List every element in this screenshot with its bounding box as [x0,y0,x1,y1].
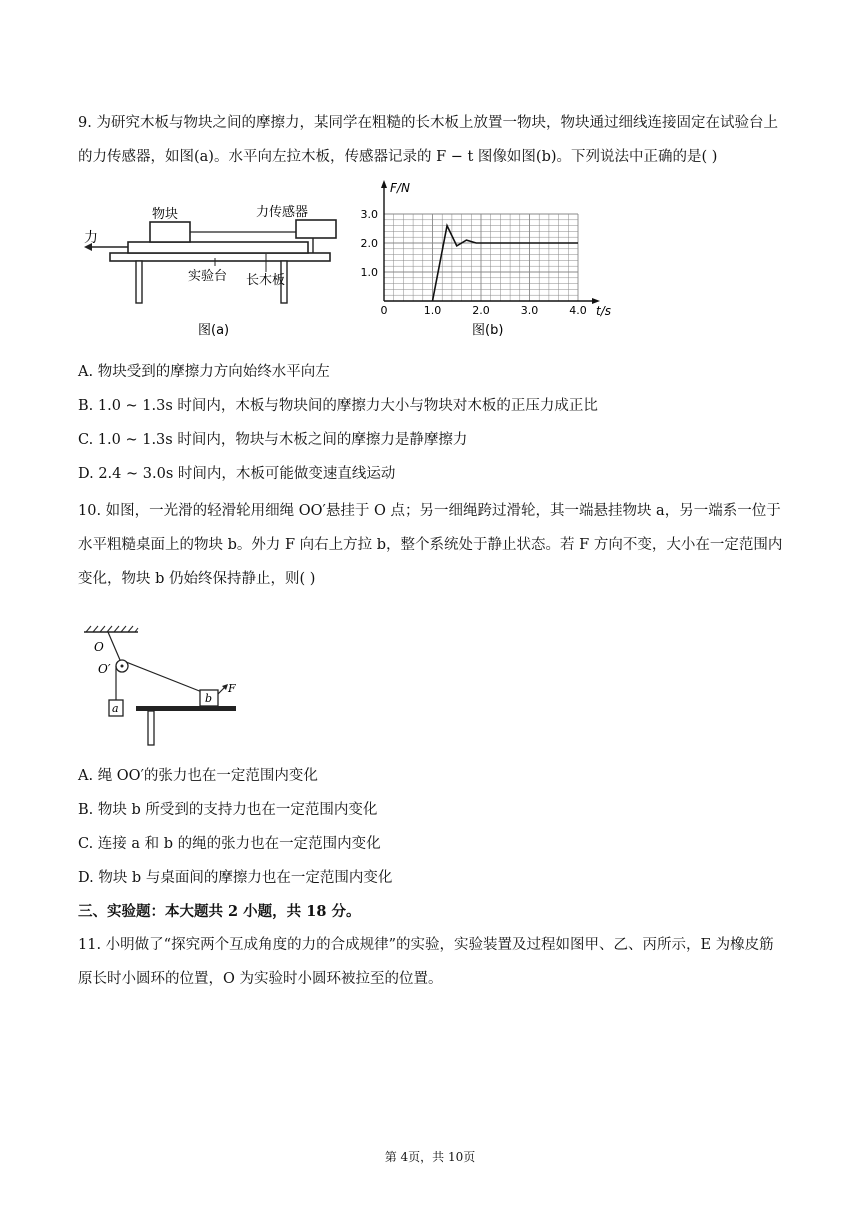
x-axis-label: t/s [596,304,611,318]
label-a: a [112,702,119,715]
force-label: 力 [84,230,98,246]
q9-option-b: B. 1.0 ~ 1.3s 时间内，木板与物块间的摩擦力大小与物块对木板的正压力成正比 [78,398,598,414]
q9-option-c: C. 1.0 ~ 1.3s 时间内，物块与木板之间的摩擦力是静摩擦力 [78,432,468,448]
bench-label: 实验台 [188,269,228,284]
label-F: F [228,682,236,695]
figure-b-caption: 图(b) [472,323,504,338]
section-heading: 三、实验题：本大题共 2 小题，共 18 分。 [78,903,361,920]
y-tick-label: 1.0 [360,266,378,279]
figure-a-apparatus [78,192,348,342]
figure-pulley [78,624,253,752]
x-tick-label: 0 [380,304,388,317]
page-footer: 第 4页，共 10页 [384,1150,476,1164]
y-tick-label: 3.0 [360,208,378,221]
y-tick-label: 2.0 [360,237,378,250]
q10-option-d: D. 物块 b 与桌面间的摩擦力也在一定范围内变化 [78,870,393,886]
q9-option-a: A. 物块受到的摩擦力方向始终水平向左 [78,364,330,380]
q10-option-b: B. 物块 b 所受到的支持力也在一定范围内变化 [78,802,378,818]
series-line [433,226,579,301]
label-O-prime: O′ [98,662,111,676]
q11-stem: 11. 小明做了“探究两个互成角度的力的合成规律”的实验，实验装置及过程如图甲、乙、丙所示，E 为橡皮筋原长时小圆环的位置，O 为实验时小圆环被拉至的位置。 [78,937,774,987]
q10-stem: 10. 如图，一光滑的轻滑轮用细绳 OO′悬挂于 O 点；另一细绳跨过滑轮，其一端悬挂物块 a，另一端系一位于水平粗糙桌面上的物块 b。外力 F 向右上方拉 b，整个系统处于静止状态。若 F 方向不变，大小在一定范围内变化，物块 b 仍始终保持静止，则( ) [78,503,783,587]
x-tick-label: 1.0 [423,304,442,317]
x-tick-label: 2.0 [472,304,490,317]
label-b: b [205,692,213,705]
label-O: O [94,640,104,654]
x-tick-label: 4.0 [569,304,587,317]
figure-a-caption: 图(a) [198,323,230,338]
q10-option-a: A. 绳 OO′的张力也在一定范围内变化 [78,768,318,784]
block-label: 物块 [152,207,179,222]
sensor-label: 力传感器 [256,205,309,220]
y-axis-arrow [381,180,387,188]
figure-b-chart [348,176,618,342]
q9-stem: 9. 为研究木板与物块之间的摩擦力，某同学在粗糙的长木板上放置一物块，物块通过细线连接固定在试验台上的力传感器，如图(a)。水平向左拉木板，传感器记录的 F − t 图像如图(b)。下列说法中正确的是( ) [78,115,778,165]
q9-option-d: D. 2.4 ~ 3.0s 时间内，木板可能做变速直线运动 [78,466,396,482]
q10-option-c: C. 连接 a 和 b 的绳的张力也在一定范围内变化 [78,836,381,852]
board-label: 长木板 [246,273,286,288]
y-axis-label: F/N [390,181,410,195]
x-tick-label: 3.0 [520,304,539,317]
